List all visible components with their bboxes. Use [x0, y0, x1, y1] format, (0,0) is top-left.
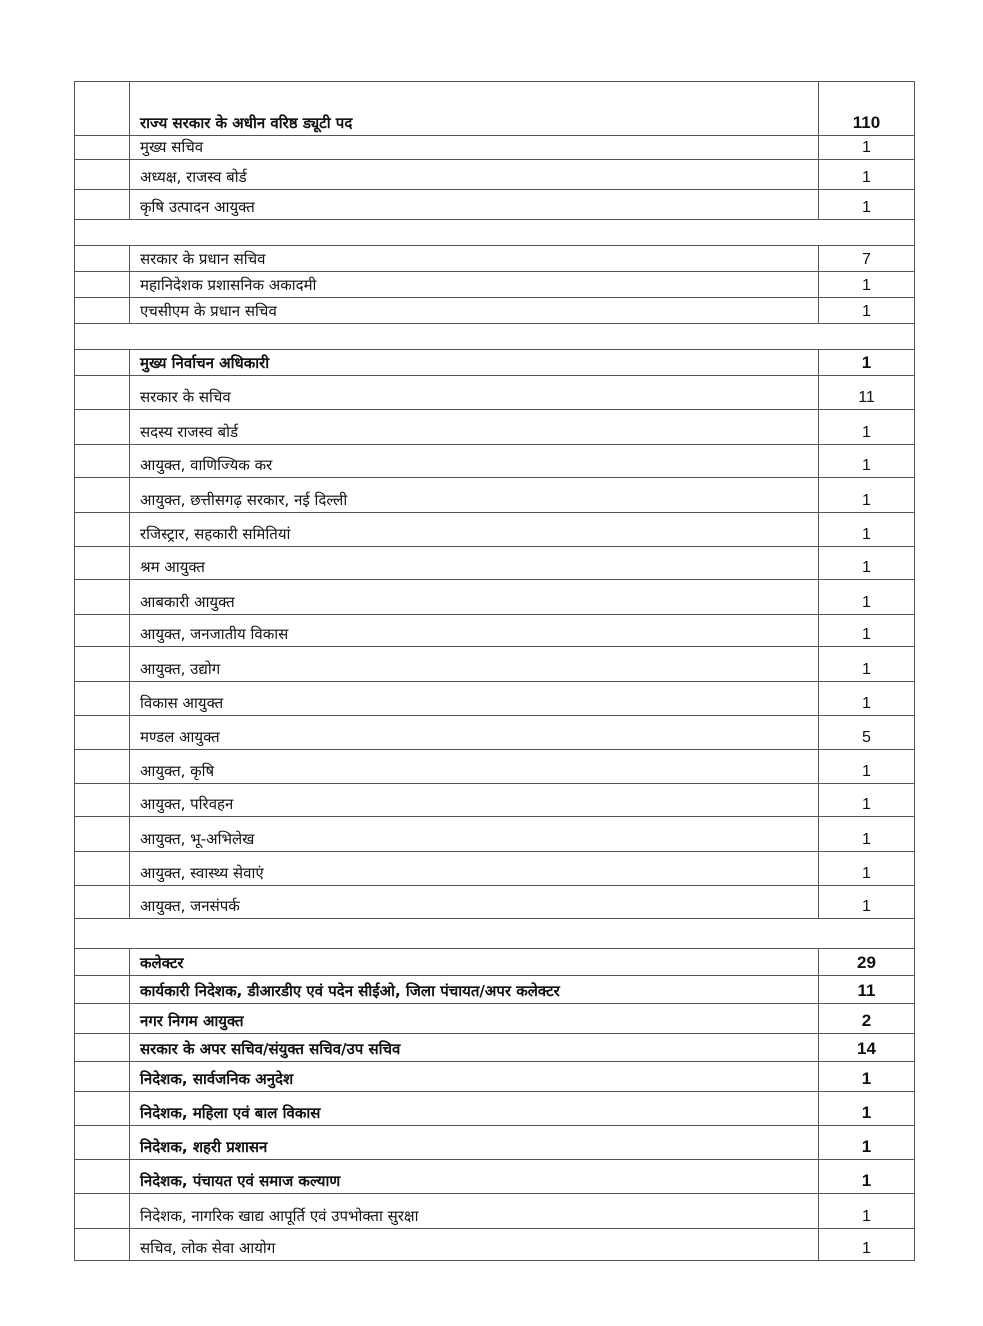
table-row: [75, 1034, 915, 1062]
post-count: 14: [819, 1034, 915, 1062]
blank-cell: [75, 886, 130, 919]
posts-table-body: [75, 82, 915, 1261]
post-count: 1: [819, 1092, 915, 1126]
table-row: [75, 647, 915, 682]
table-row: [75, 784, 915, 817]
blank-cell: [75, 580, 130, 615]
table-row: [75, 1194, 915, 1229]
table-row: [75, 350, 915, 376]
blank-cell: [75, 547, 130, 580]
blank-cell: [75, 410, 130, 445]
post-count: 1: [819, 615, 915, 647]
table-row: [75, 298, 915, 324]
post-count: 11: [819, 376, 915, 410]
post-count: 1: [819, 580, 915, 615]
blank-cell: [75, 1034, 130, 1062]
table-row: [75, 886, 915, 919]
post-label: रजिस्ट्रार, सहकारी समितियां: [130, 513, 819, 547]
post-label: आयुक्त, जनजातीय विकास: [130, 615, 819, 647]
post-label: आयुक्त, उद्योग: [130, 647, 819, 682]
post-count: 1: [819, 298, 915, 324]
blank-cell: [75, 1062, 130, 1092]
post-count: 1: [819, 350, 915, 376]
post-count: 1: [819, 547, 915, 580]
post-label: निदेशक, पंचायत एवं समाज कल्याण: [130, 1160, 819, 1194]
spacer-cell: [75, 919, 915, 949]
blank-cell: [75, 445, 130, 478]
post-label: अध्यक्ष, राजस्व बोर्ड: [130, 160, 819, 190]
post-label: निदेशक, महिला एवं बाल विकास: [130, 1092, 819, 1126]
post-label: कृषि उत्पादन आयुक्त: [130, 190, 819, 220]
post-label: विकास आयुक्त: [130, 682, 819, 716]
table-row: [75, 376, 915, 410]
post-count: 1: [819, 817, 915, 852]
blank-cell: [75, 1126, 130, 1160]
blank-cell: [75, 160, 130, 190]
blank-cell: [75, 750, 130, 784]
post-count: 1: [819, 784, 915, 817]
table-row: [75, 136, 915, 160]
post-label: मुख्य निर्वाचन अधिकारी: [130, 350, 819, 376]
table-row: [75, 445, 915, 478]
post-count: 1: [819, 1160, 915, 1194]
table-row: [75, 750, 915, 784]
post-label: मुख्य सचिव: [130, 136, 819, 160]
post-label: सचिव, लोक सेवा आयोग: [130, 1229, 819, 1261]
table-row: [75, 1004, 915, 1034]
blank-cell: [75, 682, 130, 716]
post-count: 11: [819, 976, 915, 1004]
post-count: 1: [819, 190, 915, 220]
spacer-cell: [75, 324, 915, 350]
post-count: 2: [819, 1004, 915, 1034]
post-label: सरकार के सचिव: [130, 376, 819, 410]
table-row: [75, 190, 915, 220]
blank-cell: [75, 190, 130, 220]
post-label: आयुक्त, भू-अभिलेख: [130, 817, 819, 852]
post-count: 1: [819, 682, 915, 716]
post-count: 1: [819, 160, 915, 190]
blank-cell: [75, 647, 130, 682]
post-count: 7: [819, 246, 915, 272]
blank-cell: [75, 949, 130, 976]
table-row: [75, 1160, 915, 1194]
post-label: सदस्य राजस्व बोर्ड: [130, 410, 819, 445]
table-row: [75, 410, 915, 445]
post-count: 1: [819, 647, 915, 682]
post-count: 1: [819, 750, 915, 784]
blank-cell: [75, 615, 130, 647]
table-row: [75, 513, 915, 547]
post-label: मण्डल आयुक्त: [130, 716, 819, 750]
post-label: आयुक्त, छत्तीसगढ़ सरकार, नई दिल्ली: [130, 478, 819, 513]
blank-cell: [75, 478, 130, 513]
blank-cell: [75, 1229, 130, 1261]
table-row: [75, 949, 915, 976]
spacer-cell: [75, 220, 915, 246]
post-count: 1: [819, 1126, 915, 1160]
blank-cell: [75, 513, 130, 547]
post-count: 1: [819, 886, 915, 919]
blank-cell: [75, 817, 130, 852]
blank-cell: [75, 852, 130, 886]
blank-cell: [75, 136, 130, 160]
post-label: कलेक्टर: [130, 949, 819, 976]
blank-cell: [75, 298, 130, 324]
spacer-row: [75, 220, 915, 246]
post-count: 1: [819, 1062, 915, 1092]
post-label: आयुक्त, परिवहन: [130, 784, 819, 817]
blank-cell: [75, 82, 130, 136]
post-label: राज्य सरकार के अधीन वरिष्ठ ड्यूटी पद: [130, 82, 819, 136]
post-count: 1: [819, 272, 915, 298]
post-count: 1: [819, 445, 915, 478]
table-row: [75, 716, 915, 750]
blank-cell: [75, 784, 130, 817]
post-label: निदेशक, शहरी प्रशासन: [130, 1126, 819, 1160]
blank-cell: [75, 376, 130, 410]
blank-cell: [75, 976, 130, 1004]
post-label: एचसीएम के प्रधान सचिव: [130, 298, 819, 324]
post-label: आयुक्त, कृषि: [130, 750, 819, 784]
post-label: आयुक्त, स्वास्थ्य सेवाएं: [130, 852, 819, 886]
post-label: निदेशक, नागरिक खाद्य आपूर्ति एवं उपभोक्ता सुरक्षा: [130, 1194, 819, 1229]
table-row: [75, 246, 915, 272]
post-label: सरकार के अपर सचिव/संयुक्त सचिव/उप सचिव: [130, 1034, 819, 1062]
blank-cell: [75, 1092, 130, 1126]
table-row: [75, 580, 915, 615]
spacer-row: [75, 324, 915, 350]
post-count: 1: [819, 1229, 915, 1261]
post-count: 1: [819, 513, 915, 547]
post-label: कार्यकारी निदेशक, डीआरडीए एवं पदेन सीईओ, जिला पंचायत/अपर कलेक्टर: [130, 976, 819, 1004]
post-label: नगर निगम आयुक्त: [130, 1004, 819, 1034]
post-count: 1: [819, 136, 915, 160]
blank-cell: [75, 1004, 130, 1034]
post-count: 1: [819, 1194, 915, 1229]
blank-cell: [75, 350, 130, 376]
table-row: [75, 160, 915, 190]
table-row: [75, 1229, 915, 1261]
post-count: 29: [819, 949, 915, 976]
post-count: 110: [819, 82, 915, 136]
post-label: सरकार के प्रधान सचिव: [130, 246, 819, 272]
table-row: [75, 478, 915, 513]
table-row: [75, 1062, 915, 1092]
post-label: महानिदेशक प्रशासनिक अकादमी: [130, 272, 819, 298]
spacer-row: [75, 919, 915, 949]
blank-cell: [75, 272, 130, 298]
post-label: श्रम आयुक्त: [130, 547, 819, 580]
post-count: 5: [819, 716, 915, 750]
post-count: 1: [819, 852, 915, 886]
table-row: [75, 272, 915, 298]
post-label: निदेशक, सार्वजनिक अनुदेश: [130, 1062, 819, 1092]
table-row: [75, 1126, 915, 1160]
table-row: [75, 615, 915, 647]
posts-table: [74, 81, 915, 1261]
blank-cell: [75, 716, 130, 750]
post-label: आयुक्त, वाणिज्यिक कर: [130, 445, 819, 478]
post-label: आबकारी आयुक्त: [130, 580, 819, 615]
table-row: [75, 1092, 915, 1126]
table-row: [75, 682, 915, 716]
blank-cell: [75, 1194, 130, 1229]
table-row: [75, 852, 915, 886]
post-label: आयुक्त, जनसंपर्क: [130, 886, 819, 919]
blank-cell: [75, 246, 130, 272]
post-count: 1: [819, 410, 915, 445]
blank-cell: [75, 1160, 130, 1194]
post-count: 1: [819, 478, 915, 513]
table-row: [75, 547, 915, 580]
table-row: [75, 82, 915, 136]
table-row: [75, 817, 915, 852]
table-row: [75, 976, 915, 1004]
